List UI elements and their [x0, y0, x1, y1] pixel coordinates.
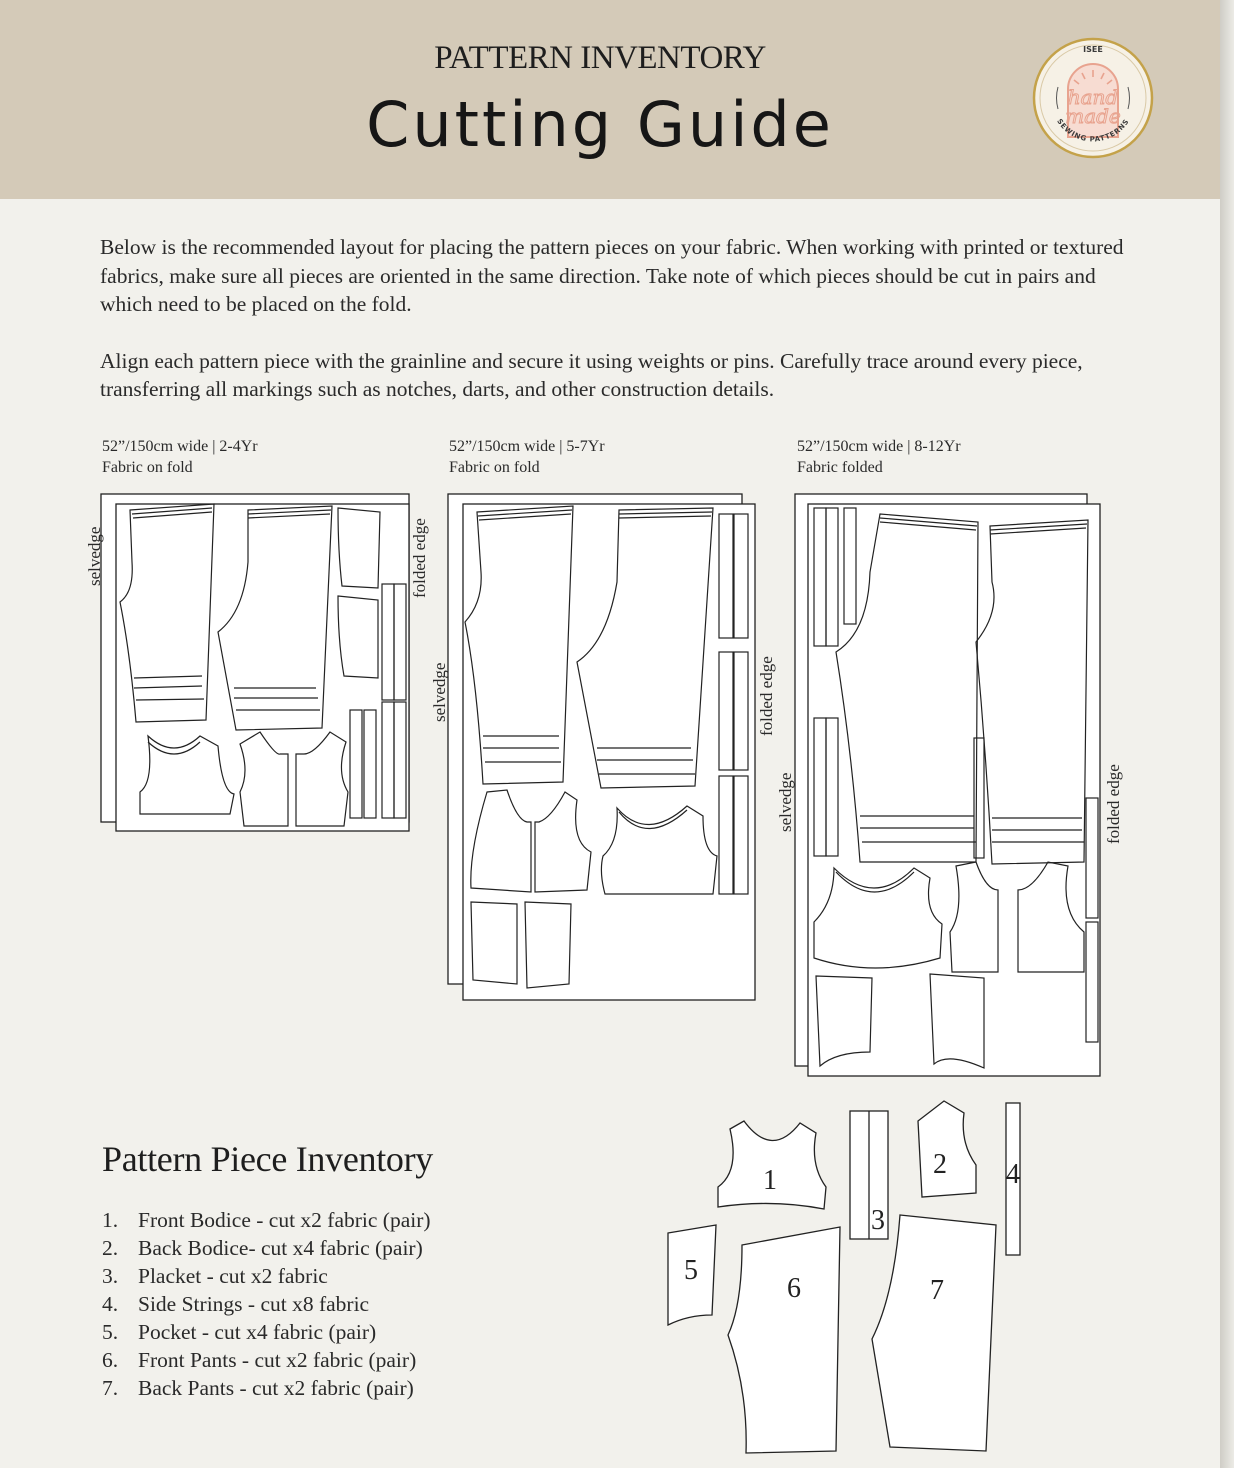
svg-text:SEWING PATTERNS: SEWING PATTERNS [1055, 117, 1131, 144]
layout-3-caption [797, 436, 961, 478]
svg-text:hand: hand [1067, 85, 1119, 109]
layout-3-width: 52”/150cm wide | 8-12Yr [797, 438, 961, 455]
page-edge-shadow [1220, 0, 1234, 1468]
layout-2-folded-edge-label: folded edge [757, 656, 776, 736]
layout-1-selvedge-label: selvedge [85, 526, 104, 586]
intro-paragraph-1: Below is the recommended layout for placing the pattern pieces on your fabric. When working with printed or textured fabrics, make sure all pieces are oriented in the same direction. Take note of which pieces should be cut in pairs and which need to be placed on the fold. [100, 235, 1124, 316]
intro-paragraph-2: Align each pattern piece with the grainline and secure it using weights or pins. Carefully trace around every piece, transferring all markings such as notches, darts, and other construction details. [100, 348, 1083, 401]
list-item: 4. Side Strings - cut x8 fabric [102, 1292, 370, 1316]
piece-6-front-pants [728, 1227, 840, 1453]
piece-7-number: 7 [930, 1275, 944, 1306]
layout-2-caption [449, 436, 605, 478]
layout-3-diagram [794, 492, 1104, 1078]
svg-text:made: made [1065, 104, 1121, 128]
piece-1-number: 1 [763, 1165, 777, 1196]
list-item: 5. Pocket - cut x4 fabric (pair) [102, 1320, 377, 1344]
page-kicker: PATTERN INVENTORY [434, 40, 766, 76]
layout-1-caption [102, 436, 258, 478]
layout-1-fold: Fabric on fold [102, 459, 193, 476]
list-item: 2. Back Bodice- cut x4 fabric (pair) [102, 1236, 423, 1260]
piece-3-number: 3 [871, 1205, 885, 1236]
layout-2-diagram [447, 492, 759, 1004]
pattern-pieces-illustration [660, 1095, 1032, 1457]
list-item: 6. Front Pants - cut x2 fabric (pair) [102, 1348, 417, 1372]
layout-3-selvedge-label: selvedge [776, 772, 795, 832]
header-band [0, 0, 1220, 199]
layout-1-width: 52”/150cm wide | 2-4Yr [102, 438, 258, 455]
inventory-list [102, 1206, 431, 1402]
piece-2-number: 2 [933, 1149, 947, 1180]
list-item: 1. Front Bodice - cut x2 fabric (pair) [102, 1208, 431, 1232]
list-item: 7. Back Pants - cut x2 fabric (pair) [102, 1376, 414, 1400]
layout-1-diagram [100, 492, 412, 834]
svg-text:ISEE: ISEE [1083, 45, 1103, 54]
piece-5-number: 5 [684, 1255, 698, 1286]
piece-7-back-pants [872, 1215, 996, 1451]
piece-6-number: 6 [787, 1273, 801, 1304]
layout-3-fold: Fabric folded [797, 459, 883, 476]
list-item: 3. Placket - cut x2 fabric [102, 1264, 328, 1288]
handmade-badge-logo [1032, 37, 1154, 159]
page-title: Cutting Guide [366, 88, 834, 161]
inventory-title: Pattern Piece Inventory [102, 1139, 433, 1179]
layout-2-fold: Fabric on fold [449, 459, 540, 476]
intro-text [100, 233, 1130, 432]
piece-4-number: 4 [1006, 1159, 1020, 1190]
piece-2-back-bodice [918, 1101, 976, 1197]
layout-2-selvedge-label: selvedge [430, 662, 449, 722]
layout-2-width: 52”/150cm wide | 5-7Yr [449, 438, 605, 455]
layout-3-folded-edge-label: folded edge [1104, 764, 1123, 844]
layout-1-folded-edge-label: folded edge [410, 518, 429, 598]
